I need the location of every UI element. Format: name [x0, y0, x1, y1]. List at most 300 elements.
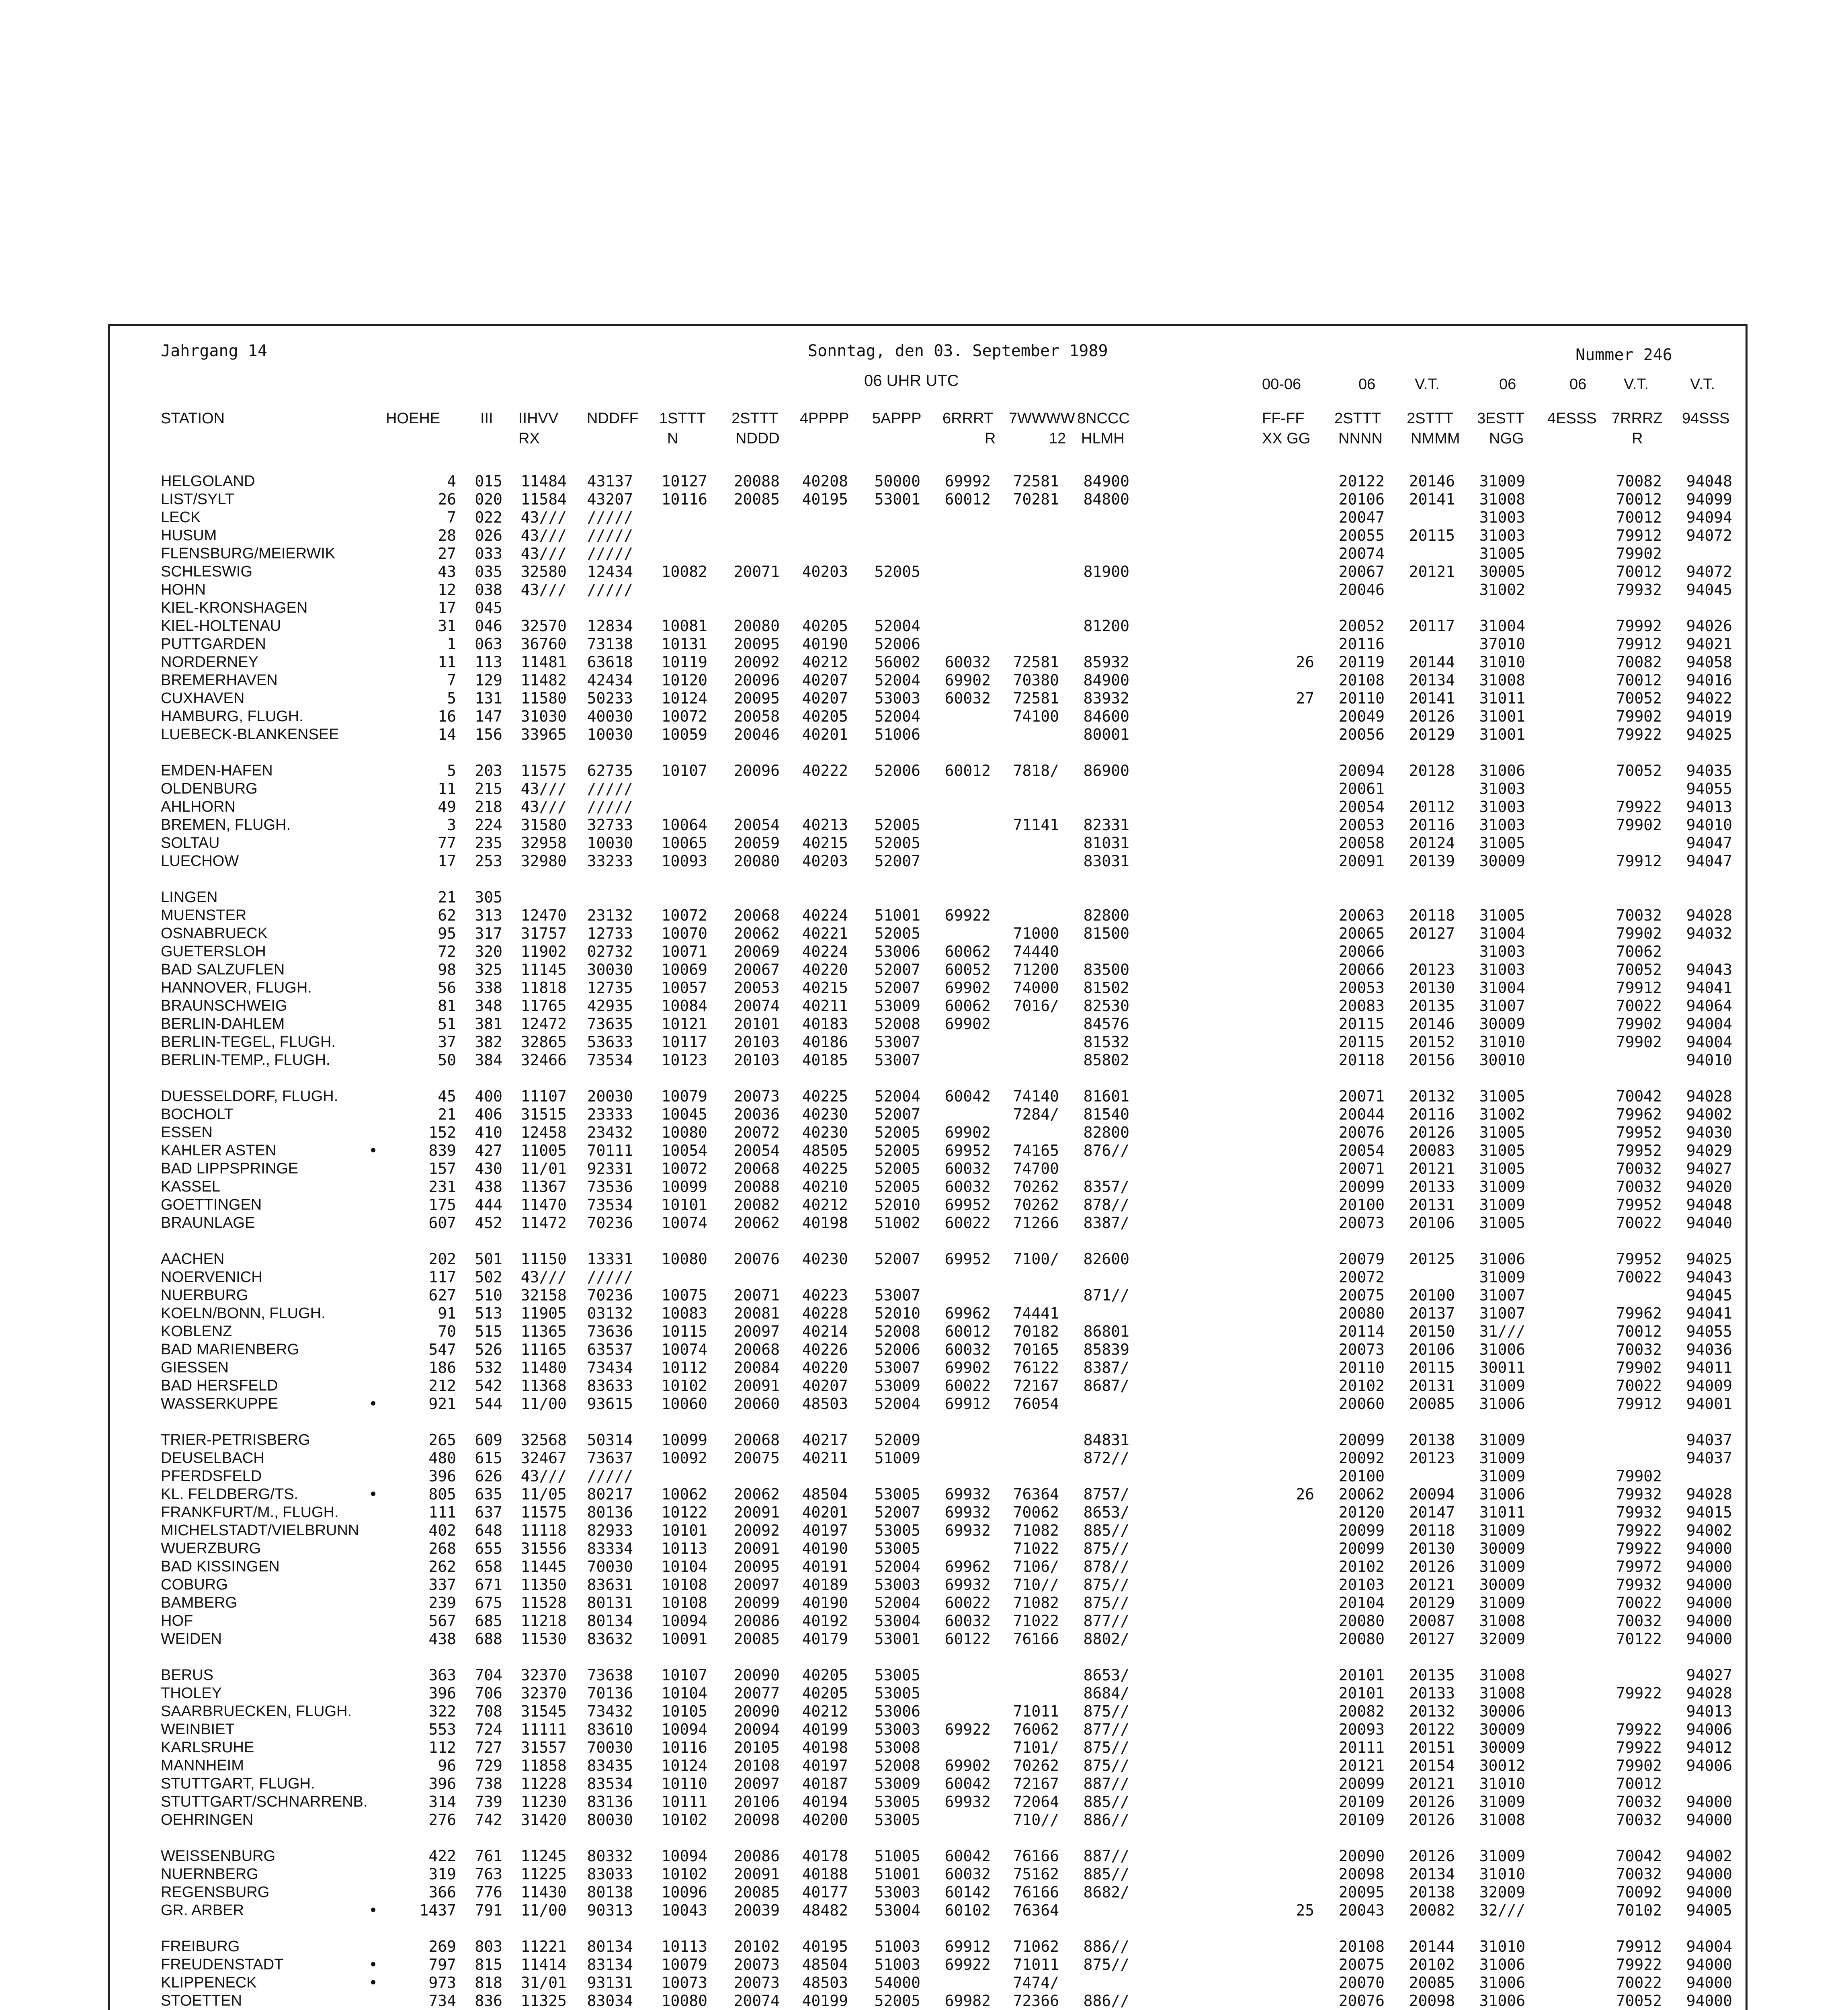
s94sss-cell: 94002 [1686, 1106, 1732, 1123]
table-row [0, 1938, 1848, 1955]
s94sss-cell: 94012 [1686, 1739, 1732, 1756]
s2sttt-c-cell: 20132 [1409, 1087, 1455, 1105]
iii-cell: 320 [475, 943, 502, 960]
s7wwww-cell: 76166 [1013, 1883, 1059, 1901]
s3estt-cell: 31001 [1479, 726, 1525, 743]
s6rrrt-cell: 60042 [944, 1847, 991, 1865]
iihvv-cell: 11150 [520, 1250, 567, 1268]
s5appp-cell: 53009 [874, 1377, 920, 1395]
table-row [0, 1015, 1848, 1033]
col-header-hoehe: HOEHE [386, 410, 440, 427]
s2sttt-cell: 20054 [733, 1142, 780, 1159]
station-name: COBURG [161, 1576, 228, 1593]
s3estt-cell: 31007 [1479, 997, 1525, 1015]
table-row [0, 653, 1848, 671]
s7rrrz-cell: 79962 [1616, 1304, 1662, 1322]
col-header-r2: R [1632, 430, 1643, 447]
s1sttt-cell: 10065 [661, 834, 707, 852]
s1sttt-cell: 10072 [661, 907, 707, 924]
s4pppp-cell: 40198 [802, 1739, 848, 1756]
s7wwww-cell: 7818/ [1013, 762, 1059, 779]
s2sttt-cell: 20086 [733, 1612, 780, 1630]
s3estt-cell: 31008 [1479, 1811, 1525, 1829]
iii-cell: 526 [475, 1341, 502, 1358]
s2sttt-c-cell: 20121 [1409, 1160, 1455, 1177]
iihvv-cell: 32568 [520, 1431, 567, 1449]
s1sttt-cell: 10080 [661, 1250, 707, 1268]
s6rrrt-cell: 69952 [944, 1142, 991, 1159]
table-row [0, 1775, 1848, 1793]
s5appp-cell: 54000 [874, 1974, 920, 1992]
time-label: 06 UHR UTC [864, 372, 959, 390]
hoehe-cell: 43 [438, 563, 456, 580]
s4pppp-cell: 40191 [802, 1558, 848, 1575]
s2sttt-b-cell: 20076 [1338, 1992, 1385, 2010]
iii-cell: 658 [475, 1558, 502, 1575]
s4pppp-cell: 40208 [802, 472, 848, 490]
s2sttt-cell: 20095 [733, 1558, 780, 1575]
s1sttt-cell: 10108 [661, 1576, 707, 1594]
hoehe-cell: 21 [438, 888, 456, 906]
s5appp-cell: 52004 [874, 1594, 920, 1612]
hoehe-cell: 91 [438, 1304, 456, 1322]
s2sttt-cell: 20068 [733, 907, 780, 924]
nddff-cell: 73434 [587, 1359, 633, 1376]
s5appp-cell: 53004 [874, 1612, 920, 1630]
s8nccc-cell: 84900 [1083, 472, 1129, 490]
s5appp-cell: 53005 [874, 1666, 920, 1684]
s2sttt-cell: 20095 [733, 635, 780, 653]
s2sttt-c-cell: 20126 [1409, 708, 1455, 725]
s2sttt-cell: 20091 [733, 1503, 780, 1521]
s2sttt-c-cell: 20146 [1409, 472, 1455, 490]
station-name: LECK [161, 509, 201, 526]
col-header-5appp: 5APPP [872, 410, 922, 427]
nddff-cell: 83534 [587, 1775, 633, 1793]
s4pppp-cell: 40217 [802, 1431, 848, 1449]
table-row [0, 635, 1848, 653]
s3estt-cell: 31002 [1479, 1106, 1525, 1123]
s8nccc-cell: 84576 [1083, 1015, 1129, 1033]
iii-cell: 015 [475, 472, 502, 490]
s5appp-cell: 53003 [874, 1576, 920, 1594]
s7rrrz-cell: 79902 [1616, 1757, 1662, 1774]
iihvv-cell: 11575 [520, 1503, 567, 1521]
s7wwww-cell: 71062 [1013, 1938, 1059, 1955]
s3estt-cell: 30006 [1479, 1702, 1525, 1720]
s7rrrz-cell: 70082 [1616, 472, 1662, 490]
hoehe-cell: 973 [428, 1974, 456, 1992]
s4pppp-cell: 40223 [802, 1286, 848, 1304]
s94sss-cell: 94027 [1686, 1666, 1732, 1684]
station-name: BAD LIPPSPRINGE [161, 1160, 299, 1177]
nddff-cell: 92331 [587, 1160, 633, 1177]
s8nccc-cell: 8387/ [1083, 1359, 1129, 1376]
s2sttt-b-cell: 20083 [1338, 997, 1385, 1015]
s7rrrz-cell: 79962 [1616, 1106, 1662, 1123]
s7wwww-cell: 71011 [1013, 1702, 1059, 1720]
s7rrrz-cell: 79992 [1616, 617, 1662, 635]
station-name: SCHLESWIG [161, 563, 253, 580]
s7rrrz-cell: 79902 [1616, 925, 1662, 942]
s2sttt-cell: 20080 [733, 617, 780, 635]
s94sss-cell: 94019 [1686, 708, 1732, 725]
s5appp-cell: 56002 [874, 653, 920, 671]
iii-cell: 022 [475, 509, 502, 526]
iihvv-cell: 32467 [520, 1449, 567, 1467]
s2sttt-b-cell: 20062 [1338, 1485, 1385, 1503]
s7wwww-cell: 74100 [1013, 708, 1059, 725]
s2sttt-cell: 20092 [733, 653, 780, 671]
hoehe-cell: 1437 [419, 1901, 456, 1919]
col-header-station: STATION [161, 410, 225, 427]
table-row [0, 1576, 1848, 1594]
s7rrrz-cell: 70032 [1616, 1811, 1662, 1829]
station-name: BRAUNLAGE [161, 1214, 255, 1231]
s2sttt-b-cell: 20075 [1338, 1286, 1385, 1304]
s8nccc-cell: 886// [1083, 1992, 1129, 2010]
nddff-cell: 83034 [587, 1992, 633, 2010]
s4pppp-cell: 40220 [802, 1359, 848, 1376]
iihvv-cell: 11165 [520, 1341, 567, 1358]
s4pppp-cell: 40203 [802, 852, 848, 870]
s5appp-cell: 52005 [874, 925, 920, 942]
s94sss-cell: 94043 [1686, 1268, 1732, 1286]
table-row [0, 1196, 1848, 1214]
station-name: WEINBIET [161, 1721, 235, 1738]
s4pppp-cell: 40189 [802, 1576, 848, 1594]
s6rrrt-cell: 60032 [944, 1341, 991, 1358]
s6rrrt-cell: 69932 [944, 1485, 991, 1503]
s8nccc-cell: 82800 [1083, 907, 1129, 924]
hoehe-cell: 3 [447, 816, 456, 834]
s2sttt-cell: 20091 [733, 1540, 780, 1557]
s2sttt-c-cell: 20126 [1409, 1847, 1455, 1865]
station-name: BOCHOLT [161, 1106, 234, 1123]
hoehe-cell: 96 [438, 1757, 456, 1774]
s7rrrz-cell: 79952 [1616, 1142, 1662, 1159]
hoehe-cell: 921 [428, 1395, 456, 1413]
s2sttt-b-cell: 20071 [1338, 1160, 1385, 1177]
iihvv-cell: 31557 [520, 1739, 567, 1756]
table-row [0, 907, 1848, 924]
s5appp-cell: 53007 [874, 1359, 920, 1376]
s5appp-cell: 51006 [874, 726, 920, 743]
iihvv-cell: 11218 [520, 1612, 567, 1630]
iihvv-cell: 11/00 [520, 1901, 567, 1919]
s7wwww-cell: 710// [1013, 1576, 1059, 1594]
s5appp-cell: 52005 [874, 1160, 920, 1177]
s2sttt-cell: 20090 [733, 1666, 780, 1684]
s4pppp-cell: 40220 [802, 961, 848, 978]
col-header-06a: 06 [1358, 376, 1376, 393]
s94sss-cell: 94055 [1686, 1323, 1732, 1340]
hoehe-cell: 337 [428, 1576, 456, 1594]
s2sttt-cell: 20085 [733, 1630, 780, 1648]
s8nccc-cell: 81500 [1083, 925, 1129, 942]
s2sttt-cell: 20090 [733, 1702, 780, 1720]
iii-cell: 776 [475, 1883, 502, 1901]
nddff-cell: 80332 [587, 1847, 633, 1865]
station-name: KL. FELDBERG/TS. [161, 1486, 299, 1503]
col-header-nmmm: NMMM [1411, 430, 1460, 447]
s2sttt-b-cell: 20055 [1338, 527, 1385, 544]
hoehe-cell: 11 [438, 780, 456, 798]
s3estt-cell: 31010 [1479, 1938, 1525, 1955]
s3estt-cell: 31011 [1479, 1503, 1525, 1521]
s8nccc-cell: 85932 [1083, 653, 1129, 671]
s4pppp-cell: 48504 [802, 1956, 848, 1973]
col-header-3estt: 3ESTT [1477, 410, 1525, 427]
s7rrrz-cell: 70012 [1616, 563, 1662, 580]
s8nccc-cell: 887// [1083, 1847, 1129, 1865]
s8nccc-cell: 877// [1083, 1612, 1129, 1630]
s2sttt-c-cell: 20126 [1409, 1558, 1455, 1575]
s6rrrt-cell: 69902 [944, 1359, 991, 1376]
iihvv-cell: 11/01 [520, 1160, 567, 1177]
table-row [0, 689, 1848, 707]
iihvv-cell: 11482 [520, 671, 567, 689]
s3estt-cell: 31003 [1479, 527, 1525, 544]
s6rrrt-cell: 60062 [944, 997, 991, 1015]
table-row [0, 527, 1848, 544]
s8nccc-cell: 875// [1083, 1540, 1129, 1557]
s4pppp-cell: 40195 [802, 490, 848, 508]
s2sttt-c-cell: 20126 [1409, 1793, 1455, 1811]
nddff-cell: 43207 [587, 490, 633, 508]
nddff-cell: 70030 [587, 1558, 633, 1575]
s94sss-cell: 94028 [1686, 907, 1732, 924]
table-row [0, 1522, 1848, 1539]
hoehe-cell: 438 [428, 1630, 456, 1648]
s94sss-cell: 94058 [1686, 653, 1732, 671]
table-row [0, 997, 1848, 1015]
iihvv-cell: 32466 [520, 1051, 567, 1069]
s7rrrz-cell: 70122 [1616, 1630, 1662, 1648]
s94sss-cell: 94072 [1686, 563, 1732, 580]
s94sss-cell: 94040 [1686, 1214, 1732, 1232]
s2sttt-c-cell: 20106 [1409, 1214, 1455, 1232]
s2sttt-cell: 20036 [733, 1106, 780, 1123]
s2sttt-cell: 20091 [733, 1377, 780, 1395]
hoehe-cell: 607 [428, 1214, 456, 1232]
iii-cell: 724 [475, 1721, 502, 1738]
s2sttt-c-cell: 20128 [1409, 762, 1455, 779]
s7wwww-cell: 70380 [1013, 671, 1059, 689]
s94sss-cell: 94029 [1686, 1142, 1732, 1159]
s2sttt-c-cell: 20118 [1409, 1522, 1455, 1539]
s5appp-cell: 51001 [874, 1865, 920, 1883]
s2sttt-b-cell: 20099 [1338, 1431, 1385, 1449]
s2sttt-cell: 20097 [733, 1775, 780, 1793]
s3estt-cell: 31001 [1479, 708, 1525, 725]
hoehe-cell: 111 [428, 1503, 456, 1521]
s6rrrt-cell: 60022 [944, 1377, 991, 1395]
nddff-cell: 42935 [587, 997, 633, 1015]
s94sss-cell: 94000 [1686, 1576, 1732, 1594]
s7rrrz-cell: 70052 [1616, 1992, 1662, 2010]
s2sttt-b-cell: 20073 [1338, 1341, 1385, 1358]
hoehe-cell: 17 [438, 852, 456, 870]
nddff-cell: 80138 [587, 1883, 633, 1901]
s5appp-cell: 53007 [874, 1286, 920, 1304]
s1sttt-cell: 10073 [661, 1974, 707, 1992]
s1sttt-cell: 10115 [661, 1323, 707, 1340]
s94sss-cell: 94020 [1686, 1178, 1732, 1196]
iii-cell: 615 [475, 1449, 502, 1467]
s94sss-cell: 94043 [1686, 961, 1732, 978]
table-row [0, 1793, 1848, 1811]
s6rrrt-cell: 60032 [944, 689, 991, 707]
s94sss-cell: 94005 [1686, 1901, 1732, 1919]
s3estt-cell: 31007 [1479, 1286, 1525, 1304]
table-row [0, 581, 1848, 599]
station-name: FRANKFURT/M., FLUGH. [161, 1504, 339, 1521]
s7wwww-cell: 71082 [1013, 1522, 1059, 1539]
nddff-cell: 80136 [587, 1503, 633, 1521]
s94sss-cell: 94004 [1686, 1033, 1732, 1051]
nddff-cell: 03132 [587, 1304, 633, 1322]
s4pppp-cell: 48504 [802, 1485, 848, 1503]
s3estt-cell: 31009 [1479, 1522, 1525, 1539]
table-row [0, 1359, 1848, 1376]
s8nccc-cell: 84831 [1083, 1431, 1129, 1449]
s7rrrz-cell: 70032 [1616, 907, 1662, 924]
nddff-cell: ///// [587, 527, 633, 544]
s6rrrt-cell: 60032 [944, 653, 991, 671]
table-row [0, 1612, 1848, 1630]
table-row [0, 1739, 1848, 1756]
nddff-cell: 63537 [587, 1341, 633, 1358]
s7rrrz-cell: 70022 [1616, 1594, 1662, 1612]
nddff-cell: 83631 [587, 1576, 633, 1594]
col-header-7wwww: 7WWWW [1009, 410, 1075, 427]
nddff-cell: 70030 [587, 1739, 633, 1756]
col-header-2sttt-b: 2STTT [1334, 410, 1381, 427]
hoehe-cell: 7 [447, 671, 456, 689]
s94sss-cell: 94000 [1686, 1956, 1732, 1973]
station-name: WEISSENBURG [161, 1848, 276, 1864]
s2sttt-c-cell: 20082 [1409, 1901, 1455, 1919]
s7rrrz-cell: 79902 [1616, 1467, 1662, 1485]
s7wwww-cell: 71022 [1013, 1540, 1059, 1557]
nddff-cell: 13331 [587, 1250, 633, 1268]
s7wwww-cell: 70165 [1013, 1341, 1059, 1358]
s2sttt-c-cell: 20115 [1409, 527, 1455, 544]
table-row [0, 671, 1848, 689]
nummer-label: Nummer 246 [1576, 346, 1672, 364]
iihvv-cell: 43/// [520, 527, 567, 544]
iii-cell: 739 [475, 1793, 502, 1811]
s5appp-cell: 52007 [874, 1106, 920, 1123]
s2sttt-b-cell: 20099 [1338, 1178, 1385, 1196]
iihvv-cell: 43/// [520, 545, 567, 562]
s7rrrz-cell: 79922 [1616, 1522, 1662, 1539]
iihvv-cell: 43/// [520, 1268, 567, 1286]
table-row [0, 1286, 1848, 1304]
s3estt-cell: 31009 [1479, 1558, 1525, 1575]
s94sss-cell: 94022 [1686, 689, 1732, 707]
s94sss-cell: 94045 [1686, 1286, 1732, 1304]
iii-cell: 406 [475, 1106, 502, 1123]
s4pppp-cell: 40212 [802, 1196, 848, 1214]
station-name: PUTTGARDEN [161, 636, 266, 652]
s7rrrz-cell: 70012 [1616, 1323, 1662, 1340]
s2sttt-cell: 20075 [733, 1449, 780, 1467]
table-row [0, 617, 1848, 635]
s3estt-cell: 30009 [1479, 1015, 1525, 1033]
iihvv-cell: 31757 [520, 925, 567, 942]
nddff-cell: 80217 [587, 1485, 633, 1503]
col-header-hlmh: HLMH [1081, 430, 1125, 447]
s3estt-cell: 31009 [1479, 472, 1525, 490]
s2sttt-b-cell: 20111 [1338, 1739, 1385, 1756]
s1sttt-cell: 10122 [661, 1503, 707, 1521]
s5appp-cell: 53007 [874, 1051, 920, 1069]
station-name: EMDEN-HAFEN [161, 762, 273, 779]
s1sttt-cell: 10102 [661, 1377, 707, 1395]
s2sttt-cell: 20084 [733, 1359, 780, 1376]
s2sttt-b-cell: 20044 [1338, 1106, 1385, 1123]
s7rrrz-cell: 70042 [1616, 1087, 1662, 1105]
station-name: OLDENBURG [161, 780, 258, 797]
s2sttt-c-cell: 20123 [1409, 961, 1455, 978]
col-header-iii: III [480, 410, 493, 427]
s2sttt-b-cell: 20104 [1338, 1594, 1385, 1612]
s4pppp-cell: 40199 [802, 1721, 848, 1738]
table-row [0, 1106, 1848, 1123]
iihvv-cell: 12470 [520, 907, 567, 924]
s4pppp-cell: 40178 [802, 1847, 848, 1865]
table-row [0, 1250, 1848, 1268]
nddff-cell: 80134 [587, 1612, 633, 1630]
s7wwww-cell: 7016/ [1013, 997, 1059, 1015]
col-header-1sttt: 1STTT [659, 410, 706, 427]
station-name: BAD SALZUFLEN [161, 961, 285, 978]
s2sttt-cell: 20074 [733, 1992, 780, 2010]
s2sttt-c-cell: 20122 [1409, 1721, 1455, 1738]
hoehe-cell: 265 [428, 1431, 456, 1449]
s1sttt-cell: 10107 [661, 762, 707, 779]
iihvv-cell: 11325 [520, 1992, 567, 2010]
nddff-cell: 63618 [587, 653, 633, 671]
col-header-ngg: NGG [1489, 430, 1524, 447]
s1sttt-cell: 10079 [661, 1087, 707, 1105]
station-name: LUEBECK-BLANKENSEE [161, 726, 339, 743]
s5appp-cell: 53003 [874, 689, 920, 707]
s94sss-cell: 94036 [1686, 1341, 1732, 1358]
hoehe-cell: 98 [438, 961, 456, 978]
nddff-cell: ///// [587, 1467, 633, 1485]
s3estt-cell: 31009 [1479, 1268, 1525, 1286]
s7rrrz-cell: 70022 [1616, 1377, 1662, 1395]
s2sttt-c-cell: 20100 [1409, 1286, 1455, 1304]
s4pppp-cell: 40212 [802, 653, 848, 671]
hoehe-cell: 1 [447, 635, 456, 653]
nddff-cell: ///// [587, 798, 633, 816]
hoehe-cell: 112 [428, 1739, 456, 1756]
s7wwww-cell: 76166 [1013, 1847, 1059, 1865]
iii-cell: 513 [475, 1304, 502, 1322]
s5appp-cell: 53001 [874, 490, 920, 508]
s2sttt-cell: 20068 [733, 1160, 780, 1177]
s8nccc-cell: 872// [1083, 1449, 1129, 1467]
s3estt-cell: 31005 [1479, 1160, 1525, 1177]
s1sttt-cell: 10092 [661, 1449, 707, 1467]
iihvv-cell: 11858 [520, 1757, 567, 1774]
s1sttt-cell: 10082 [661, 563, 707, 580]
s94sss-cell: 94026 [1686, 617, 1732, 635]
